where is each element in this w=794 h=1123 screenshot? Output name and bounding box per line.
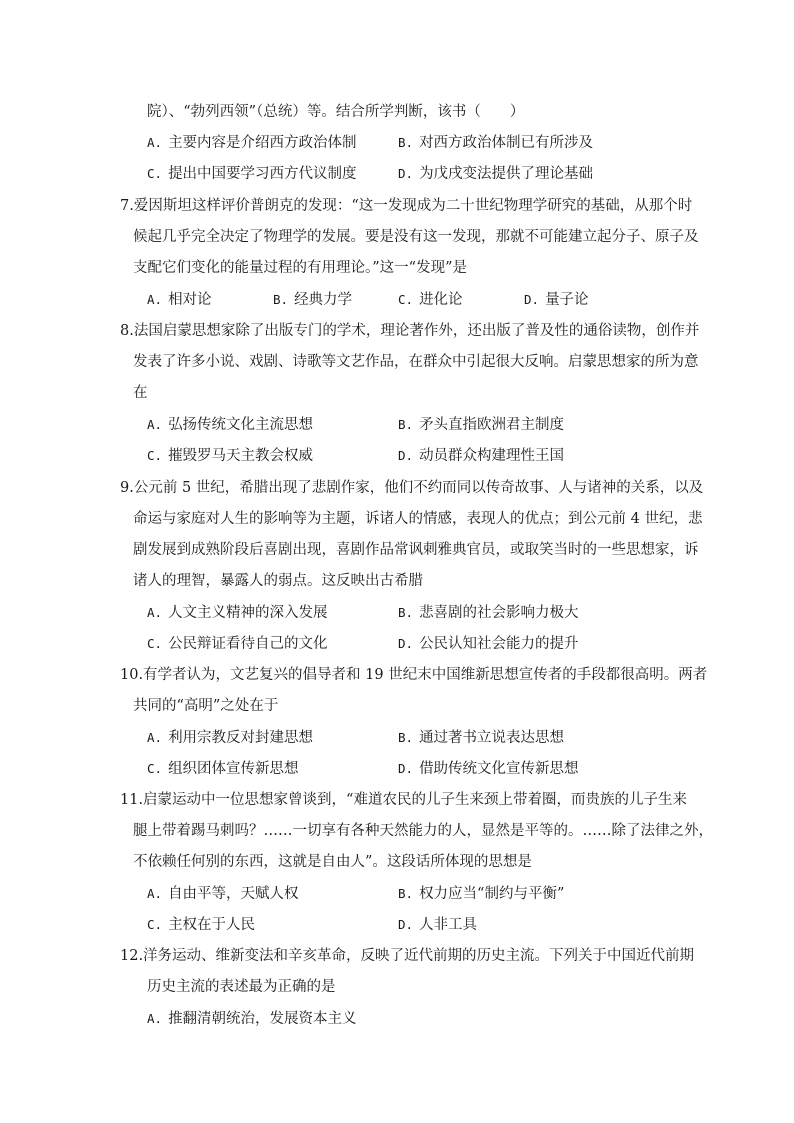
q9-stem-line-2: 命运与家庭对人生的影响等为主题，诉诸人的情感，表现人的优点；到公元前 4 世纪，悲 — [133, 511, 703, 527]
q6-option-c: C. 提出中国要学习西方代议制度 — [147, 166, 357, 182]
q11-option-b: B. 权力应当“制约与平衡” — [398, 886, 565, 902]
q9-option-b: B. 悲喜剧的社会影响力极大 — [398, 605, 579, 621]
q6-option-b: B. 对西方政治体制已有所涉及 — [398, 135, 594, 151]
q10-option-d: D. 借助传统文化宣传新思想 — [398, 761, 579, 777]
q10-stem-line-1: 10.有学者认为，文艺复兴的倡导者和 19 世纪末中国维新思想宣传者的手段都很高明。两者 — [120, 667, 708, 683]
q7-option-c: C. 进化论 — [398, 292, 463, 308]
q8-stem-line-1: 8.法国启蒙思想家除了出版专门的学术，理论著作外，还出版了普及性的通俗读物，创作并 — [120, 323, 700, 339]
q11-option-a: A. 自由平等，天赋人权 — [147, 886, 299, 902]
q8-option-a: A. 弘扬传统文化主流思想 — [147, 417, 314, 433]
q9-option-d: D. 公民认知社会能力的提升 — [398, 636, 579, 652]
q7-stem-line-3: 支配它们变化的能量过程的有用理论。”这一“发现”是 — [133, 260, 467, 276]
q7-stem-line-2: 候起几乎完全决定了物理学的发展。要是没有这一发现，那就不可能建立起分子、原子及 — [133, 229, 699, 245]
q6-option-a: A. 主要内容是介绍西方政治体制 — [147, 135, 357, 151]
q11-stem-line-2: 腿上带着踢马刺吗？……一切享有各种天然能力的人，显然是平等的。……除了法律之外， — [133, 823, 713, 839]
q9-option-a: A. 人文主义精神的深入发展 — [147, 605, 328, 621]
q11-option-c: C. 主权在于人民 — [147, 917, 256, 933]
q10-option-b: B. 通过著书立说表达思想 — [398, 730, 565, 746]
q8-option-c: C. 摧毁罗马天主教会权威 — [147, 448, 314, 464]
q7-option-b: B. 经典力学 — [273, 292, 353, 308]
q7-option-a: A. 相对论 — [147, 292, 212, 308]
q9-stem-line-1: 9.公元前 5 世纪，希腊出现了悲剧作家，他们不约而同以传奇故事、人与诸神的关系，以及 — [120, 480, 704, 496]
q11-stem-line-3: 不依赖任何别的东西，这就是自由人”。这段话所体现的思想是 — [133, 854, 532, 870]
q11-stem-line-1: 11.启蒙运动中一位思想家曾谈到，“难道农民的儿子生来颈上带着圈，而贵族的儿子生来 — [120, 792, 687, 808]
q11-option-d: D. 人非工具 — [398, 917, 478, 933]
q8-option-b: B. 矛头直指欧洲君主制度 — [398, 417, 565, 433]
q10-stem-line-2: 共同的“高明”之处在于 — [133, 698, 279, 714]
q8-option-d: D. 动员群众构建理性王国 — [398, 448, 565, 464]
q12-option-a: A. 推翻清朝统治，发展资本主义 — [147, 1011, 357, 1027]
q6-option-d: D. 为戊戌变法提供了理论基础 — [398, 166, 594, 182]
q10-option-c: C. 组织团体宣传新思想 — [147, 761, 299, 777]
q7-stem-line-1: 7.爱因斯坦这样评价普朗克的发现：“这一发现成为二十世纪物理学研究的基础，从那个时 — [120, 198, 693, 214]
q9-stem-line-4: 诸人的理智，暴露人的弱点。这反映出古希腊 — [133, 573, 423, 589]
q10-option-a: A. 利用宗教反对封建思想 — [147, 730, 314, 746]
q12-stem-line-1: 12.洋务运动、维新变法和辛亥革命，反映了近代前期的历史主流。下列关于中国近代前期 — [120, 948, 695, 964]
q9-stem-line-3: 剧发展到成熟阶段后喜剧出现，喜剧作品常讽刺雅典官员，或取笑当时的一些思想家，诉 — [133, 542, 699, 558]
q9-option-c: C. 公民辩证看待自己的文化 — [147, 636, 328, 652]
q6-stem-line-1: 院）、“勃列西领”（总统）等。结合所学判断，该书（ ） — [147, 104, 525, 120]
q8-stem-line-2: 发表了许多小说、戏剧、诗歌等文艺作品，在群众中引起很大反响。启蒙思想家的所为意 — [133, 354, 699, 370]
q8-stem-line-3: 在 — [133, 385, 148, 401]
q7-option-d: D. 量子论 — [524, 292, 589, 308]
q12-stem-line-2: 历史主流的表述最为正确的是 — [147, 979, 336, 995]
